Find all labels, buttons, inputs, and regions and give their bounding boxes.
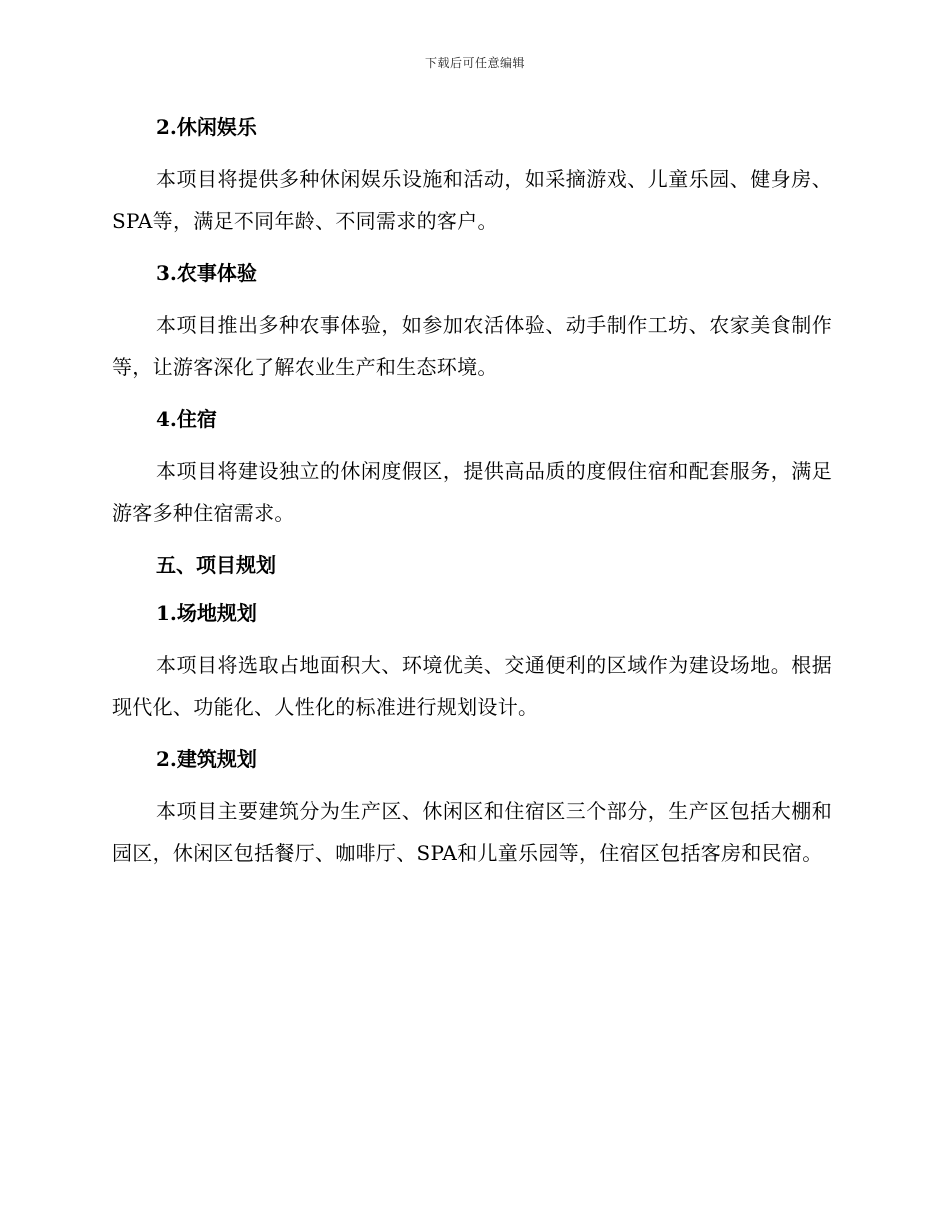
section-heading-leisure: 2.休闲娱乐 — [156, 115, 257, 139]
section-heading-building-planning: 2.建筑规划 — [156, 747, 257, 771]
paragraph-leisure: 本项目将提供多种休闲娱乐设施和活动，如采摘游戏、儿童乐园、健身房、SPA等，满足不同年龄、不同需求的客户。 — [112, 167, 832, 233]
document-body — [112, 110, 832, 888]
page-header-note: 下载后可任意编辑 — [424, 56, 525, 70]
section-heading-accommodation: 4.住宿 — [156, 407, 217, 431]
paragraph-building-planning: 本项目主要建筑分为生产区、休闲区和住宿区三个部分，生产区包括大棚和园区，休闲区包括餐厅、咖啡厅、SPA和儿童乐园等，住宿区包括客房和民宿。 — [112, 799, 832, 865]
chapter-heading-project-planning: 五、项目规划 — [156, 553, 276, 577]
section-heading-site-planning: 1.场地规划 — [156, 601, 257, 625]
paragraph-farm-experience: 本项目推出多种农事体验，如参加农活体验、动手制作工坊、农家美食制作等，让游客深化了解农业生产和生态环境。 — [112, 313, 832, 379]
paragraph-accommodation: 本项目将建设独立的休闲度假区，提供高品质的度假住宿和配套服务，满足游客多种住宿需求。 — [112, 459, 832, 525]
section-heading-farm-experience: 3.农事体验 — [156, 261, 257, 285]
paragraph-site-planning: 本项目将选取占地面积大、环境优美、交通便利的区域作为建设场地。根据现代化、功能化、人性化的标准进行规划设计。 — [112, 653, 832, 719]
